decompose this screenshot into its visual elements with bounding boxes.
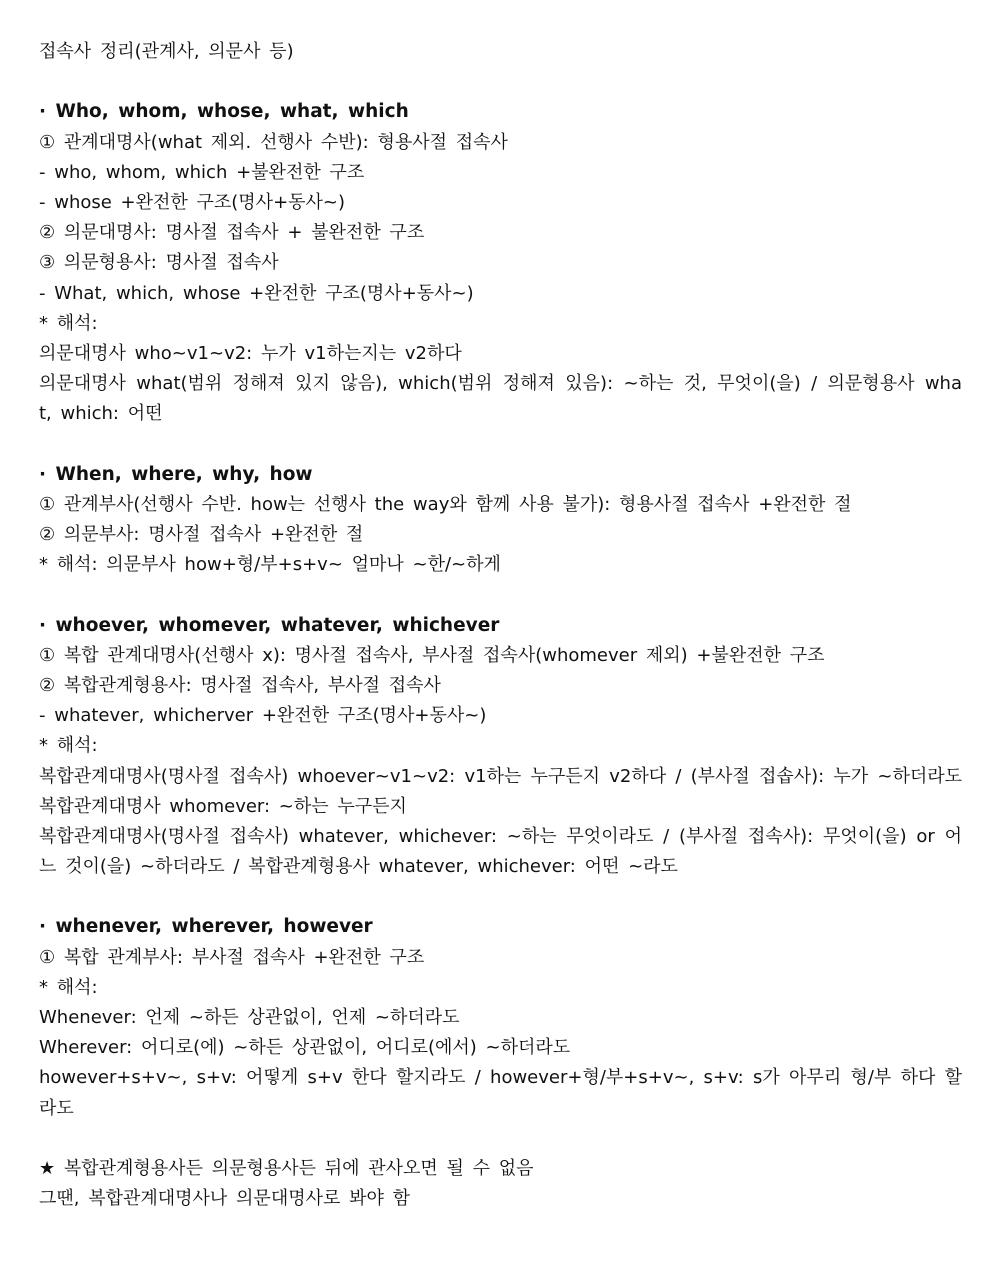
text-line: Whenever: 언제 ~하든 상관없이, 언제 ~하더라도 bbox=[39, 1007, 460, 1028]
section-heading: · whoever, whomever, whatever, whichever bbox=[39, 614, 500, 636]
section-heading: · When, where, why, how bbox=[39, 463, 313, 485]
section-whoever-whomever bbox=[39, 611, 962, 883]
text-line: ② 복합관계형용사: 명사절 접속사, 부사절 접속사 bbox=[39, 674, 441, 696]
text-line: - who, whom, which +불완전한 구조 bbox=[39, 161, 365, 183]
spacer bbox=[39, 429, 962, 459]
section-heading: · whenever, wherever, however bbox=[39, 916, 373, 938]
text-line: * 해석: bbox=[39, 735, 98, 757]
text-line: 복합관계대명사(명사절 접속사) whatever, whichever: ~하는 무엇이라도 / (부사절 접속사): 무엇이(을) or 어 bbox=[39, 825, 962, 847]
text-line: ① 복합 관계부사: 부사절 접속사 +완전한 구조 bbox=[39, 946, 425, 968]
text-line: * 해석: bbox=[39, 312, 98, 334]
spacer bbox=[39, 67, 962, 97]
text-line: ① 복합 관계대명사(선행사 x): 명사절 접속사, 부사절 접속사(whomever 제외) +불완전한 구조 bbox=[39, 644, 825, 666]
text-line: * 해석: bbox=[39, 976, 98, 998]
text-line: * 해석: 의문부사 how+형/부+s+v~ 얼마나 ~한/~하게 bbox=[39, 554, 501, 576]
section-whenever-wherever bbox=[39, 912, 962, 1123]
text-line: - whose +완전한 구조(명사+동사~) bbox=[39, 191, 346, 213]
text-line: t, which: 어떤 bbox=[39, 403, 163, 425]
spacer bbox=[39, 580, 962, 610]
text-line: - What, which, whose +완전한 구조(명사+동사~) bbox=[39, 282, 474, 304]
text-line: 의문대명사 who~v1~v2: 누가 v1하는지는 v2하다 bbox=[39, 342, 462, 364]
spacer bbox=[39, 882, 962, 912]
text-line: 복합관계대명사 whomever: ~하는 누구든지 bbox=[39, 795, 407, 817]
section-when-where bbox=[39, 460, 962, 581]
section-heading: · Who, whom, whose, what, which bbox=[39, 101, 409, 123]
text-line: however+s+v~, s+v: 어떻게 s+v 한다 할지라도 / however+형/부+s+v~, s+v: s가 아무리 형/부 하다 할 bbox=[39, 1067, 962, 1089]
footer-note bbox=[39, 1154, 962, 1214]
text-line: ① 관계부사(선행사 수반. how는 선행사 the way와 함께 사용 불가): 형용사절 접속사 +완전한 절 bbox=[39, 493, 852, 515]
text-line: - whatever, whicherver +완전한 구조(명사+동사~) bbox=[39, 705, 487, 727]
note-line: 그땐, 복합관계대명사나 의문대명사로 봐야 함 bbox=[39, 1188, 410, 1210]
text-line: 복합관계대명사(명사절 접속사) whoever~v1~v2: v1하는 누구든지 v2하다 / (부사절 접솝사): 누가 ~하더라도 bbox=[39, 765, 962, 787]
section-who-whom bbox=[39, 97, 962, 429]
text-line: ① 관계대명사(what 제외. 선행사 수반): 형용사절 접속사 bbox=[39, 131, 508, 153]
text-line: ③ 의문형용사: 명사절 접속사 bbox=[39, 252, 279, 274]
text-line: 라도 bbox=[39, 1097, 74, 1119]
note-line: ★ 복합관계형용사든 의문형용사든 뒤에 관사오면 될 수 없음 bbox=[39, 1157, 534, 1179]
text-line: 느 것이(을) ~하더라도 / 복합관계형용사 whatever, whichever: 어떤 ~라도 bbox=[39, 856, 678, 878]
text-line: ② 의문부사: 명사절 접속사 +완전한 절 bbox=[39, 524, 364, 545]
text-line: 의문대명사 what(범위 정해져 있지 않음), which(범위 정해져 있음): ~하는 것, 무엇이(을) / 의문형용사 wha bbox=[39, 373, 962, 395]
document-title: 접속사 정리(관계사, 의문사 등) bbox=[39, 41, 294, 62]
text-line: Wherever: 어디로(에) ~하든 상관없이, 어디로(에서) ~하더라도 bbox=[39, 1037, 571, 1059]
spacer bbox=[39, 1124, 962, 1154]
text-line: ② 의문대명사: 명사절 접속사 + 불완전한 구조 bbox=[39, 222, 425, 244]
